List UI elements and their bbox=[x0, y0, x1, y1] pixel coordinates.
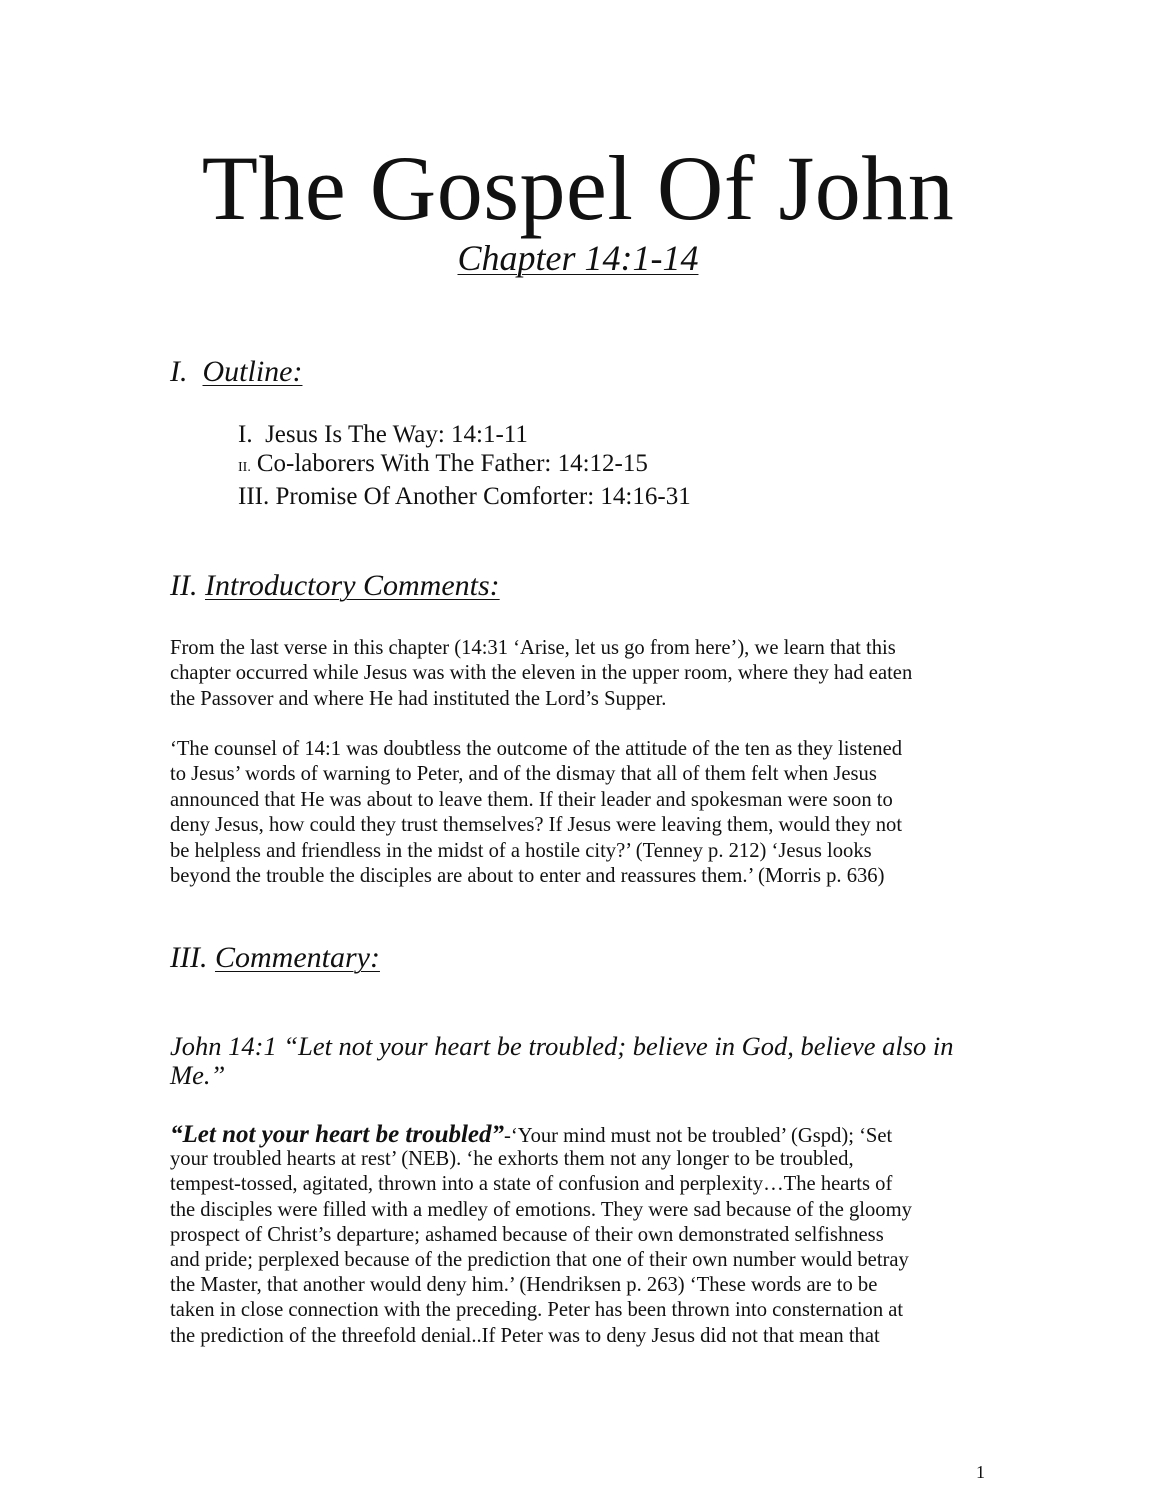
outline-item-text: Jesus Is The Way: 14:1-11 bbox=[265, 421, 528, 448]
paragraph-line: the Master, that another would deny him.’ (Hendriksen p. 263) ‘These words are to be bbox=[170, 1274, 878, 1297]
paragraph-line: the Passover and where He had instituted the Lord’s Supper. bbox=[170, 687, 667, 710]
section-label: Outline: bbox=[202, 355, 303, 388]
paragraph-line: be helpless and friendless in the midst of a hostile city?’ (Tenney p. 212) ‘Jesus looks bbox=[170, 839, 872, 862]
verse-heading bbox=[170, 1032, 954, 1090]
section-label: Commentary: bbox=[214, 941, 380, 974]
section-heading-outline bbox=[170, 354, 302, 390]
paragraph-line: the disciples were filled with a medley of emotions. They were sad because of the gloomy bbox=[170, 1198, 912, 1221]
intro-paragraph-1 bbox=[170, 636, 1000, 712]
outline-list bbox=[238, 420, 691, 511]
paragraph-line: ‘The counsel of 14:1 was doubtless the outcome of the attitude of the ten as they listened bbox=[170, 738, 903, 760]
section-numeral: I. bbox=[170, 355, 188, 388]
paragraph-line: announced that He was about to leave them. If their leader and spokesman were soon to bbox=[170, 788, 893, 811]
section-heading-introductory bbox=[170, 568, 500, 604]
paragraph-line: and pride; perplexed because of the prediction that one of their own number would betray bbox=[170, 1248, 909, 1271]
commentary-paragraph bbox=[170, 1122, 912, 1349]
outline-item-text: Co-laborers With The Father: 14:12-15 bbox=[256, 450, 648, 477]
outline-item bbox=[238, 420, 691, 449]
outline-item bbox=[238, 449, 691, 482]
verse-heading-line: John 14:1 “Let not your heart be troubled; believe in God, believe also in bbox=[170, 1031, 954, 1061]
document-subtitle: Chapter 14:1-14 bbox=[457, 238, 699, 278]
paragraph-line: your troubled hearts at rest’ (NEB). ‘he exhorts them not any longer to be troubled, bbox=[170, 1148, 854, 1171]
outline-item-number: III. bbox=[238, 483, 270, 510]
outline-item-text: Promise Of Another Comforter: 14:16-31 bbox=[275, 483, 691, 510]
outline-item-number: I. bbox=[238, 421, 253, 448]
section-numeral: III. bbox=[170, 941, 208, 974]
section-label: Introductory Comments: bbox=[204, 569, 500, 602]
verse-heading-line: Me.” bbox=[170, 1060, 226, 1090]
paragraph-line bbox=[170, 1122, 912, 1147]
section-heading-commentary bbox=[170, 940, 380, 976]
lead-phrase: “Let not your heart be troubled” bbox=[170, 1121, 505, 1148]
lead-continuation: -‘Your mind must not be troubled’ (Gspd); ‘Set bbox=[504, 1125, 893, 1147]
paragraph-line: to Jesus’ words of warning to Peter, and of the dismay that all of them felt when Jesus bbox=[170, 763, 877, 786]
intro-paragraph-2 bbox=[170, 737, 1000, 889]
paragraph-line: From the last verse in this chapter (14:31 ‘Arise, let us go from here’), we learn that this bbox=[170, 637, 896, 659]
paragraph-line: deny Jesus, how could they trust themselves? If Jesus were leaving them, would they not bbox=[170, 814, 903, 837]
paragraph-line: beyond the trouble the disciples are about to enter and reassures them.’ (Morris p. 636) bbox=[170, 864, 885, 887]
paragraph-line: prospect of Christ’s departure; ashamed because of their own demonstrated selfishness bbox=[170, 1223, 884, 1246]
outline-item bbox=[238, 482, 691, 511]
page-number: 1 bbox=[976, 1462, 985, 1482]
document-title: The Gospel Of John bbox=[201, 137, 955, 239]
paragraph-line: the prediction of the threefold denial..If Peter was to deny Jesus did not that mean that bbox=[170, 1324, 880, 1347]
paragraph-line: taken in close connection with the preceding. Peter has been thrown into consternation at bbox=[170, 1299, 904, 1322]
section-numeral: II. bbox=[170, 569, 198, 602]
outline-item-number: II. bbox=[238, 460, 251, 475]
paragraph-line: tempest-tossed, agitated, thrown into a state of confusion and perplexity…The hearts of bbox=[170, 1173, 893, 1196]
paragraph-line: chapter occurred while Jesus was with the eleven in the upper room, where they had eaten bbox=[170, 662, 913, 685]
